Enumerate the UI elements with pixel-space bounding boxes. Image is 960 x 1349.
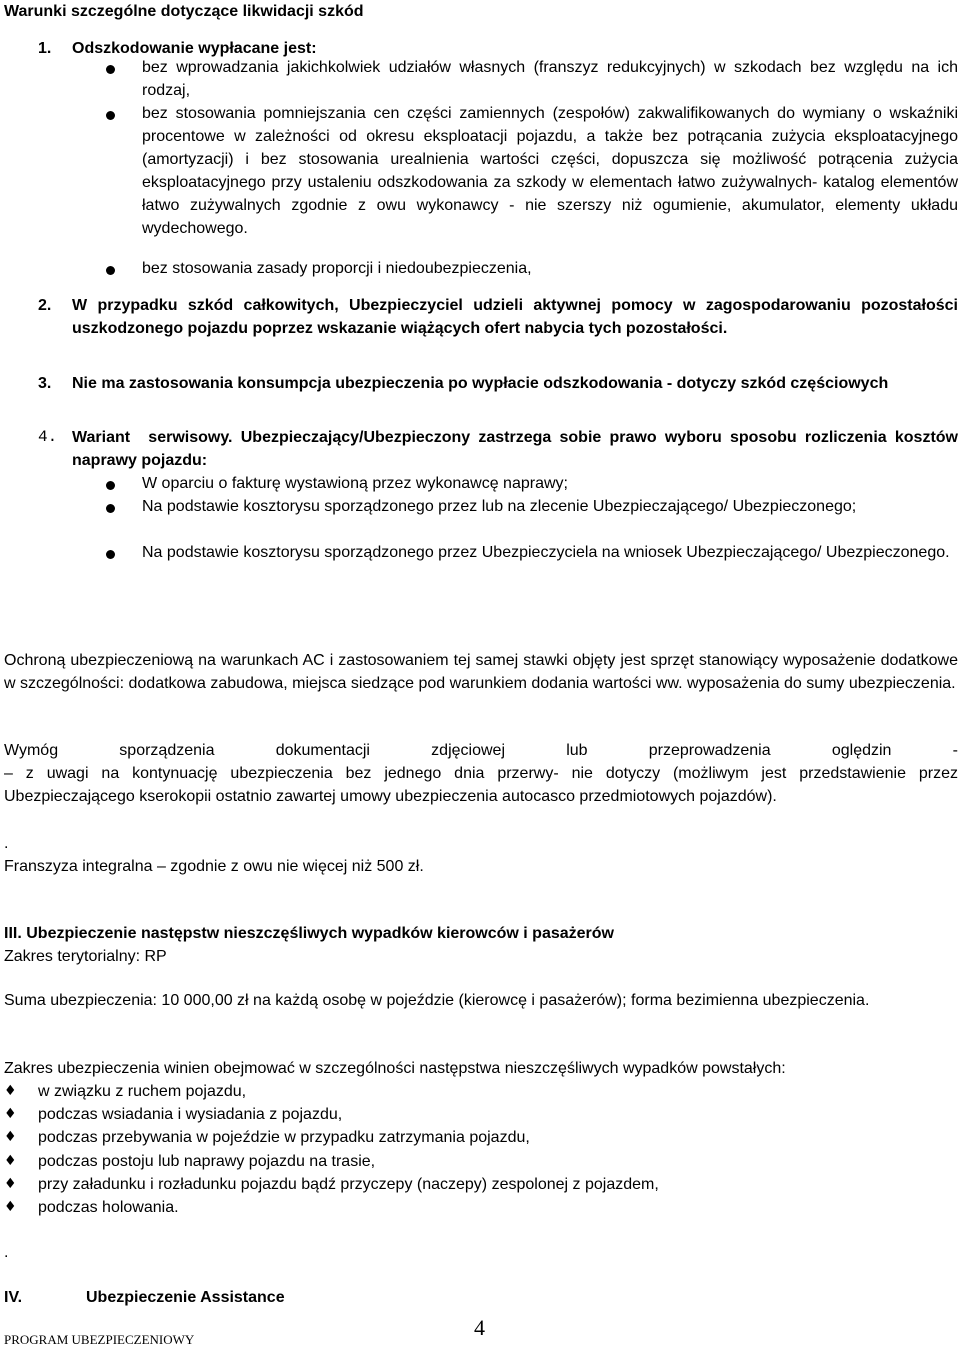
item-4-bullet-1: W oparciu o fakturę wystawioną przez wykonawcę naprawy; [142, 475, 568, 492]
item-4-label: Wariant serwisowy. [72, 429, 233, 446]
section-heading: Warunki szczególne dotyczące likwidacji szkód [4, 3, 364, 20]
section-3-title: Ubezpieczenie następstw nieszczęśliwych wypadków kierowców i pasażerów [26, 925, 614, 942]
section-4-number: IV. [4, 1289, 23, 1306]
item-4-bullet-2: Na podstawie kosztorysu sporządzonego przez lub na zlecenie Ubezpieczającego/ Ubezpieczonego; [142, 498, 857, 515]
footer-program-label: PROGRAM UBEZPIECZENIOWY [4, 1332, 195, 1347]
item-1-number: 1. [38, 40, 52, 57]
nnw-item-5: przy załadunku i rozładunku pojazdu bądź przyczepy (naczepy) zespolonej z pojazdem, [38, 1176, 659, 1193]
nnw-item-2: podczas wsiadania i wysiadania z pojazdu, [38, 1106, 343, 1123]
section-4-title: Ubezpieczenie Assistance [86, 1289, 285, 1306]
item-1-bullet-2: bez stosowania pomniejszania cen części zamiennych (zespołów) zakwalifikowanych do wymiany o wskaźniki procentowe w zależności od okresu eksploatacji pojazdu, a także bez potrącania zużycia eksploatacyjnego (amortyzacji) i bez stosowania urealnienia wartości części, dopuszcza się możliwość potrącenia zużycia eksploatacyjnego przy ustaleniu odszkodowania za szkody w elementach łatwo zużywalnych- katalog elementów łatwo zużywalnych zgodnie z owu wykonawcy - nie szerszy niż ogumienie, akumulator, elementy układu wydechowego. [142, 105, 958, 237]
item-4-bullet-3: Na podstawie kosztorysu sporządzonego przez Ubezpieczyciela na wniosek Ubezpieczającego/ Ubezpieczonego. [142, 544, 950, 561]
item-3-number: 3. [38, 375, 52, 392]
bullet-icon [106, 65, 115, 74]
bullet-icon [106, 550, 115, 559]
section-3-heading [4, 922, 614, 945]
bullet-icon [106, 266, 115, 275]
item-4-number: 4. [38, 428, 58, 446]
bullet-icon [106, 481, 115, 490]
section-3-number: III. [4, 925, 22, 942]
diamond-bullet-icon: ♦ [4, 1153, 17, 1169]
nnw-item-6: podczas holowania. [38, 1199, 179, 1216]
separator-dot: . [4, 835, 9, 852]
item-1-bullet-1: bez wprowadzania jakichkolwiek udziałów własnych (franszyz redukcyjnych) w szkodach bez względu na ich rodzaj, [142, 59, 958, 99]
paragraph-wymog-rest: – z uwagi na kontynuację ubezpieczenia bez jednego dnia przerwy- nie dotyczy (możliwym jest przedstawienie przez Ubezpieczającego kserokopii ostatnio zawartej umowy ubezpieczenia autocasco przedmiotowych pojazdów). [4, 765, 958, 805]
bullet-icon [106, 504, 115, 513]
suma-ubezpieczenia: Suma ubezpieczenia: 10 000,00 zł na każdą osobę w pojeździe (kierowcę i pasażerów); forma bezimienna ubezpieczenia. [4, 992, 870, 1009]
diamond-bullet-icon: ♦ [4, 1129, 17, 1145]
paragraph-wymog-line-1: Wymóg sporządzenia dokumentacji zdjęciowej lub przeprowadzenia oględzin - [4, 742, 958, 759]
paragraph-ochrona: Ochroną ubezpieczeniową na warunkach AC i zastosowaniem tej samej stawki objęty jest sprzęt stanowiący wyposażenie dodatkowe w szczególności: dodatkowa zabudowa, miejsca siedzące pod warunkiem dodania wartości ww. wyposażenia do sumy ubezpieczenia. [4, 652, 958, 692]
diamond-bullet-icon: ♦ [4, 1176, 17, 1192]
page-number: 4 [474, 1315, 485, 1340]
bullet-icon [106, 111, 115, 120]
diamond-bullet-icon: ♦ [4, 1083, 17, 1099]
item-1-title: Odszkodowanie wypłacane jest: [72, 40, 317, 57]
zakres-terytorialny: Zakres terytorialny: RP [4, 948, 167, 965]
item-2-text: W przypadku szkód całkowitych, Ubezpieczyciel udzieli aktywnej pomocy w zagospodarowaniu pozostałości uszkodzonego pojazdu poprzez wskazanie wiążących ofert nabycia tych pozostałości. [72, 297, 958, 337]
nnw-item-1: w związku z ruchem pojazdu, [38, 1083, 247, 1100]
franszyza-text: Franszyza integralna – zgodnie z owu nie więcej niż 500 zł. [4, 858, 424, 875]
item-2-number: 2. [38, 297, 52, 314]
nnw-item-3: podczas przebywania w pojeździe w przypadku zatrzymania pojazdu, [38, 1129, 530, 1146]
diamond-bullet-icon: ♦ [4, 1106, 17, 1122]
zakres-intro: Zakres ubezpieczenia winien obejmować w szczególności następstwa nieszczęśliwych wypadków powstałych: [4, 1060, 786, 1077]
separator-dot: . [4, 1244, 9, 1261]
nnw-item-4: podczas postoju lub naprawy pojazdu na trasie, [38, 1153, 376, 1170]
item-3-text: Nie ma zastosowania konsumpcja ubezpieczenia po wypłacie odszkodowania - dotyczy szkód częściowych [72, 375, 889, 392]
item-4-body: Ubezpieczający/Ubezpieczony zastrzega sobie prawo wyboru sposobu rozliczenia kosztów naprawy pojazdu: [72, 429, 959, 469]
diamond-bullet-icon: ♦ [4, 1199, 17, 1215]
item-4-text [72, 426, 958, 472]
item-1-bullet-3: bez stosowania zasady proporcji i niedoubezpieczenia, [142, 260, 532, 277]
